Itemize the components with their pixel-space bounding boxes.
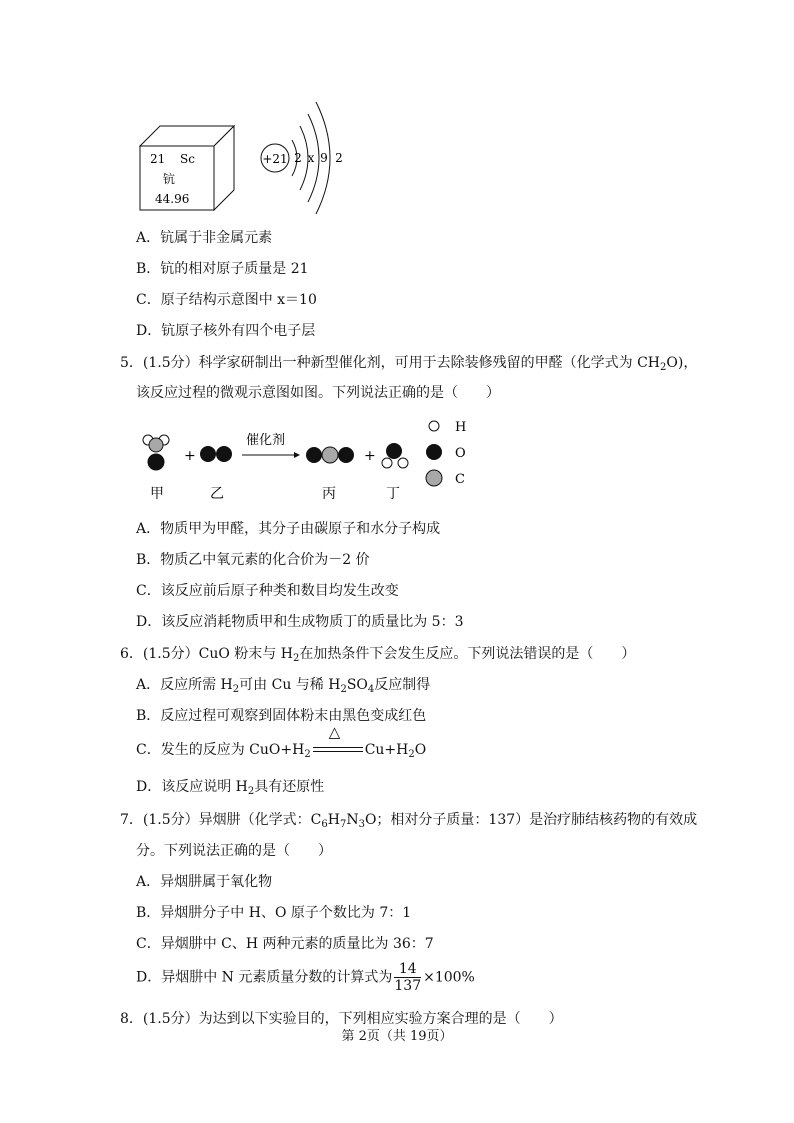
element-name: 钪: [163, 172, 176, 186]
q7-option-c: C．异烟肼中 C、H 两种元素的质量比为 36：7: [136, 936, 434, 952]
shell-1-count: 2: [294, 151, 302, 165]
nucleus-charge: +21: [262, 152, 288, 166]
q5-option-d: D．该反应消耗物质甲和生成物质丁的质量比为 5：3: [136, 614, 464, 630]
q4-option-a: A．钪属于非金属元素: [136, 230, 273, 246]
page-footer: 第 2页（共 19页）: [341, 1029, 453, 1044]
legend-o: O: [455, 446, 466, 461]
q6-option-a: A．反应所需 $H_2$可由 Cu 与稀 $H_2SO_4$反应制得: [136, 677, 431, 695]
label-yi: 乙: [210, 486, 224, 502]
q7-stem-line1: 7．(1.5分）异烟肼（化学式：$C_6H_7N_3O$；相对分子质量：137）是治疗肺结核药物的有效成: [120, 812, 698, 830]
q6-stem: 6．(1.5分）CuO 粉末与 $H_2$在加热条件下会发生反应。下列说法错误的是（ ）: [120, 646, 636, 664]
q8-stem: 8．(1.5分）为达到以下实验目的，下列相应实验方案合理的是（ ）: [120, 1011, 563, 1027]
plus-2: +: [364, 448, 376, 464]
plus-1: +: [184, 448, 196, 464]
q5-option-b: B．物质乙中氧元素的化合价为－2 价: [136, 552, 370, 568]
q7-stem-line2: 分。下列说法正确的是（ ）: [136, 843, 332, 859]
q6-option-d: D．该反应说明 $H_2$具有还原性: [136, 779, 325, 797]
legend-c: C: [455, 472, 465, 487]
label-ding: 丁: [386, 486, 400, 502]
q4-option-b: B．钪的相对原子质量是 21: [136, 261, 309, 277]
q5-option-a: A．物质甲为甲醛，其分子由碳原子和水分子构成: [136, 521, 441, 537]
molecule-bing: [306, 447, 354, 463]
q6-option-c: C．发生的反应为 $CuO+H_2$ △ $Cu+H_2O$: [136, 723, 427, 760]
reaction-condition: △: [311, 741, 365, 759]
q5-stem-line2: 该反应过程的微观示意图如图。下列说法正确的是（ ）: [136, 385, 500, 401]
q7-option-d: D．异烟肼中 N 元素质量分数的计算式为 $\frac{14}{137}$ ×100%: [136, 961, 475, 994]
atom-legend: [426, 420, 466, 487]
label-bing: 丙: [322, 486, 336, 502]
catalyst-label: 催化剂: [246, 433, 286, 448]
label-jia: 甲: [150, 486, 164, 502]
shell-3-count: 9: [320, 151, 328, 165]
q6-option-b: B．反应过程可观察到固体粉末由黑色变成红色: [136, 708, 427, 724]
shell-4-count: 2: [335, 151, 343, 165]
molecule-ding: [382, 443, 408, 468]
element-cell-diagram: [138, 124, 236, 212]
shell-2-count: x: [307, 151, 315, 165]
reaction-microscopic-diagram: [138, 410, 478, 505]
q4-option-c: C．原子结构示意图中 x＝10: [136, 292, 317, 308]
reaction-arrow-head: [294, 452, 300, 458]
atomic-structure-diagram: [258, 96, 358, 220]
q5-option-c: C．该反应前后原子种类和数目均发生改变: [136, 583, 399, 599]
molecule-yi: [200, 446, 232, 462]
q5-stem-line1: 5．(1.5分）科学家研制出一种新型催化剂，可用于去除装修残留的甲醛（化学式为 $CH_2O$)，: [120, 355, 698, 373]
element-symbol: Sc: [180, 152, 195, 166]
mass-fraction: $\frac{14}{137}$: [394, 961, 422, 994]
q7-option-a: A．异烟肼属于氧化物: [136, 874, 273, 890]
q4-option-d: D．钪原子核外有四个电子层: [136, 323, 316, 339]
element-mass: 44.96: [155, 192, 190, 206]
molecule-jia: [143, 435, 169, 470]
element-number: 21: [150, 152, 166, 166]
q7-option-b: B．异烟肼分子中 H、O 原子个数比为 7：1: [136, 905, 412, 921]
legend-h: H: [455, 420, 467, 435]
